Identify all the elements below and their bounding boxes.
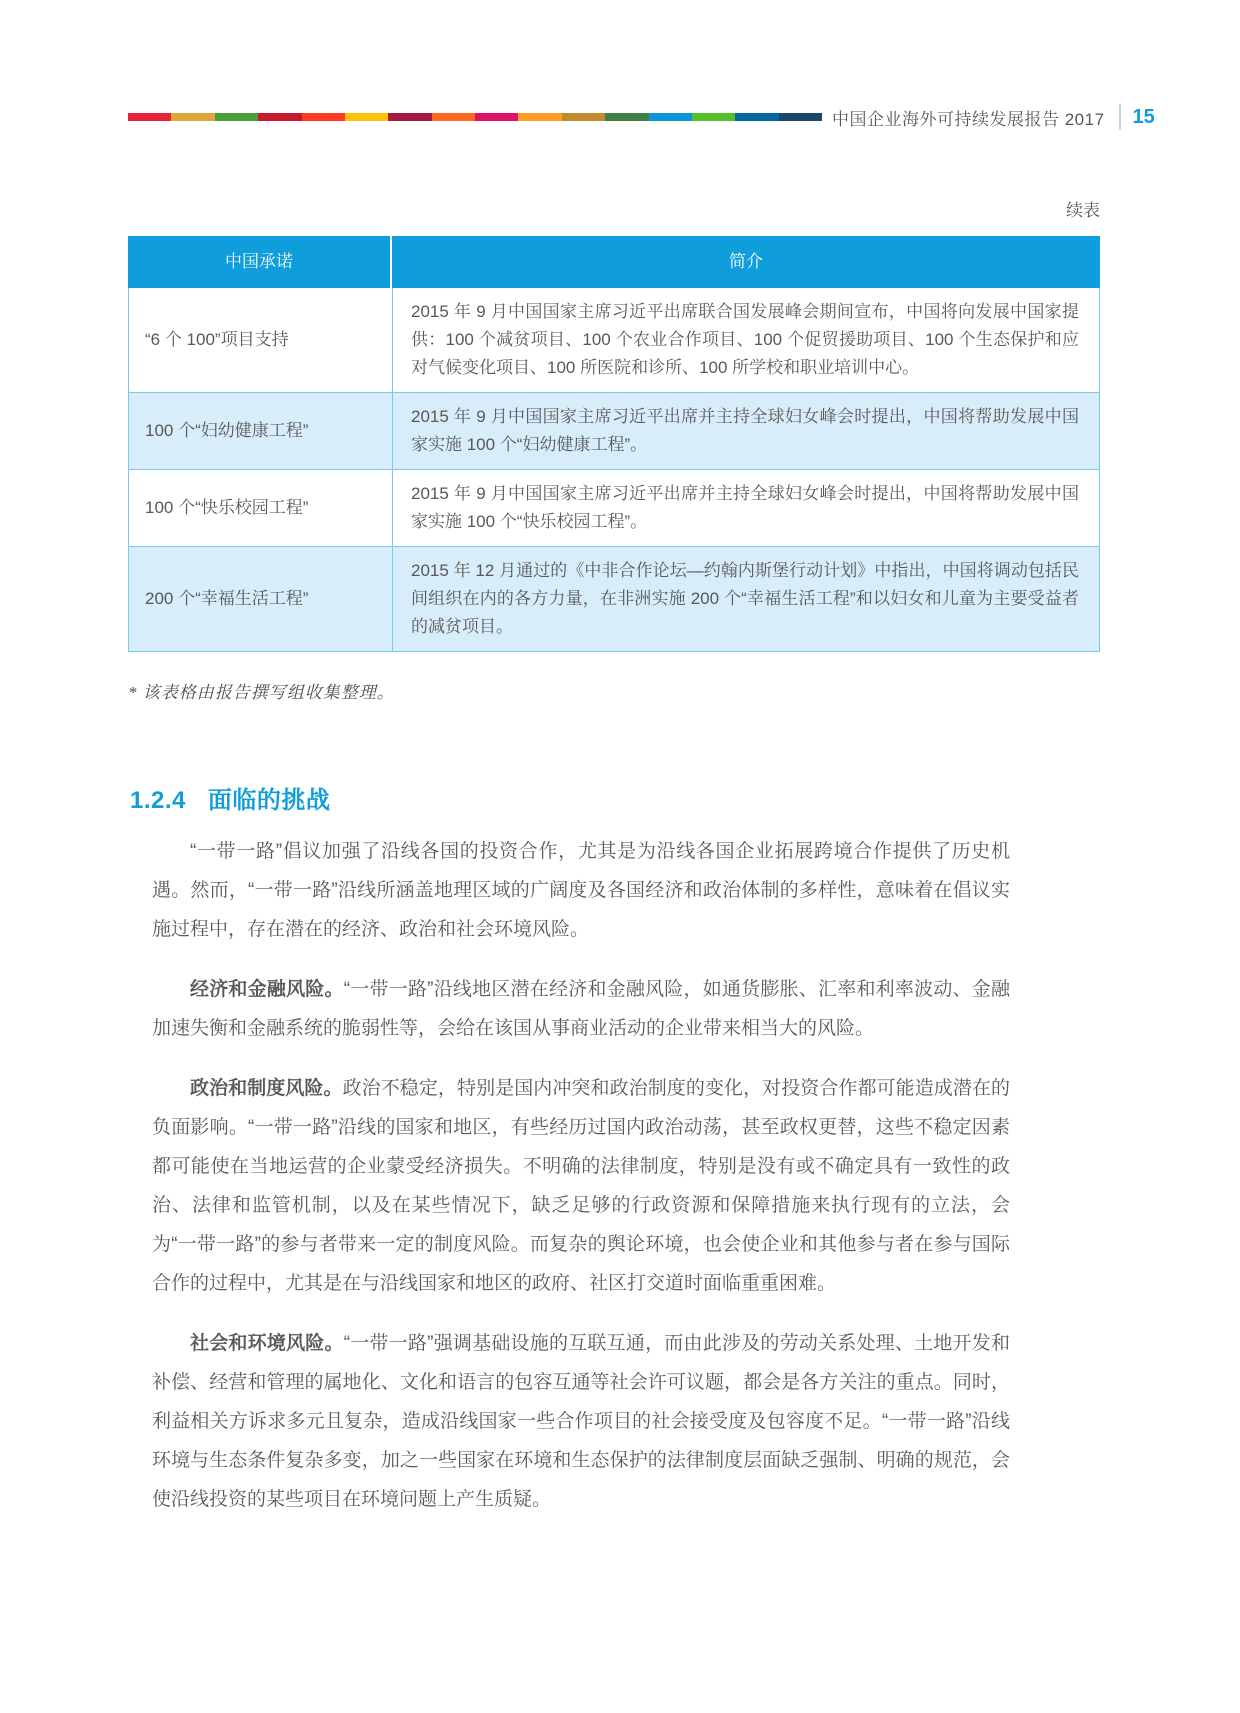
table-body (128, 288, 1100, 652)
section-body (152, 832, 1010, 1540)
stripe-segment (779, 113, 822, 121)
stripe-segment (649, 113, 692, 121)
stripe-segment (605, 113, 648, 121)
stripe-segment (258, 113, 301, 121)
table-header-description: 简介 (729, 252, 763, 271)
commitment-cell: 100 个“妇幼健康工程” (129, 393, 393, 469)
stripe-segment (518, 113, 561, 121)
stripe-segment (171, 113, 214, 121)
stripe-segment (735, 113, 778, 121)
stripe-segment (345, 113, 388, 121)
description-cell (393, 547, 1099, 651)
table-continuation-label: 续表 (1066, 201, 1100, 220)
sdg-color-stripe (128, 113, 822, 121)
description-cell (393, 288, 1099, 392)
stripe-segment (302, 113, 345, 121)
section-heading (130, 780, 330, 815)
table-row (129, 392, 1099, 469)
description-text: 2015 年 9 月中国国家主席习近平出席并主持全球妇女峰会时提出，中国将帮助发展中国家实施 100 个“快乐校园工程”。 (411, 484, 1079, 531)
commitments-table (128, 236, 1100, 652)
table-row (129, 546, 1099, 651)
commitment-cell: “6 个 100”项目支持 (129, 288, 393, 392)
paragraph-text: “一带一路”倡议加强了沿线各国的投资合作，尤其是为沿线各国企业拓展跨境合作提供了历史机遇。然而，“一带一路”沿线所涵盖地理区域的广阔度及各国经济和政治体制的多样性，意味着在倡议实施过程中，存在潜在的经济、政治和社会环境风险。 (152, 841, 1010, 940)
paragraph-lead: 经济和金融风险。 (190, 979, 344, 1000)
page-header (128, 104, 1155, 130)
stripe-segment (128, 113, 171, 121)
stripe-segment (562, 113, 605, 121)
paragraph-text: “一带一路”强调基础设施的互联互通，而由此涉及的劳动关系处理、土地开发和补偿、经营和管理的属地化、文化和语言的包容互通等社会许可议题，都会是各方关注的重点。同时，利益相关方诉求多元且复杂，造成沿线国家一些合作项目的社会接受度及包容度不足。“一带一路”沿线环境与生态条件复杂多变，加之一些国家在环境和生态保护的法律制度层面缺乏强制、明确的规范，会使沿线投资的某些项目在环境问题上产生质疑。 (152, 1333, 1010, 1510)
description-cell (393, 470, 1099, 546)
description-text: 2015 年 9 月中国国家主席习近平出席联合国发展峰会期间宣布，中国将向发展中国家提供：100 个减贫项目、100 个农业合作项目、100 个促贸援助项目、100 个生态保护和应对气候变化项目、100 所医院和诊所、100 所学校和职业培训中心。 (411, 302, 1079, 377)
table-row (129, 469, 1099, 546)
stripe-segment (475, 113, 518, 121)
stripe-segment (215, 113, 258, 121)
commitment-cell: 200 个“幸福生活工程” (129, 547, 393, 651)
description-text: 2015 年 9 月中国国家主席习近平出席并主持全球妇女峰会时提出，中国将帮助发展中国家实施 100 个“妇幼健康工程”。 (411, 407, 1079, 454)
paragraph-text: “一带一路”沿线地区潜在经济和金融风险，如通货膨胀、汇率和利率波动、金融加速失衡和金融系统的脆弱性等，会给在该国从事商业活动的企业带来相当大的风险。 (152, 979, 1010, 1039)
section-number: 1.2.4 (130, 787, 186, 814)
description-text: 2015 年 12 月通过的《中非合作论坛—约翰内斯堡行动计划》中指出，中国将调动包括民间组织在内的各方力量，在非洲实施 200 个“幸福生活工程”和以妇女和儿童为主要受益者的减贫项目。 (411, 561, 1079, 636)
report-title: 中国企业海外可持续发展报告 2017 (832, 109, 1105, 129)
paragraph-social-risk (152, 1324, 1010, 1519)
section-title: 面临的挑战 (207, 787, 331, 814)
paragraph-political-risk (152, 1069, 1010, 1303)
paragraph-intro (152, 832, 1010, 949)
stripe-segment (692, 113, 735, 121)
commitment-cell: 100 个“快乐校园工程” (129, 470, 393, 546)
paragraph-lead: 社会和环境风险。 (190, 1333, 344, 1354)
table-header-row (128, 236, 1100, 288)
table-row (129, 288, 1099, 392)
header-divider (1119, 104, 1121, 130)
description-cell (393, 393, 1099, 469)
paragraph-text: 政治不稳定，特别是国内冲突和政治制度的变化，对投资合作都可能造成潜在的负面影响。“一带一路”沿线的国家和地区，有些经历过国内政治动荡，甚至政权更替，这些不稳定因素都可能使在当地运营的企业蒙受经济损失。不明确的法律制度，特别是没有或不确定具有一致性的政治、法律和监管机制，以及在某些情况下，缺乏足够的行政资源和保障措施来执行现有的立法，会为“一带一路”的参与者带来一定的制度风险。而复杂的舆论环境，也会使企业和其他参与者在参与国际合作的过程中，尤其是在与沿线国家和地区的政府、社区打交道时面临重重困难。 (152, 1078, 1010, 1294)
paragraph-economic-risk (152, 970, 1010, 1048)
stripe-segment (388, 113, 431, 121)
stripe-segment (432, 113, 475, 121)
table-footnote: * 该表格由报告撰写组收集整理。 (128, 683, 395, 702)
table-header-commitment: 中国承诺 (128, 236, 392, 288)
page-number: 15 (1132, 105, 1155, 128)
paragraph-lead: 政治和制度风险。 (190, 1078, 343, 1099)
